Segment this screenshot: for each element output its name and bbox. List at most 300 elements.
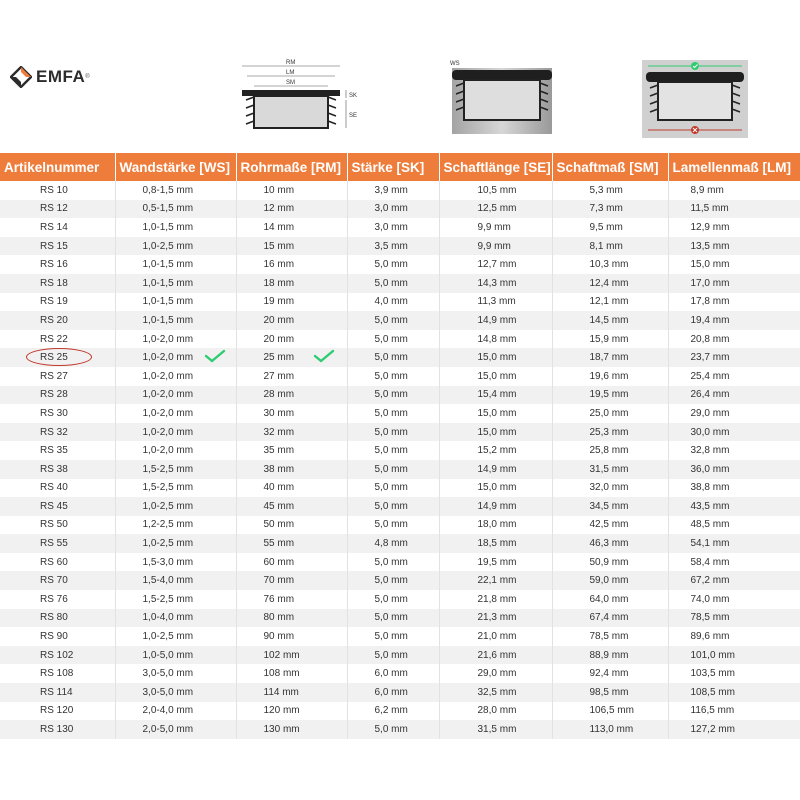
cell-wandstaerke bbox=[115, 609, 236, 628]
cell-staerke bbox=[347, 609, 439, 628]
table-row bbox=[0, 423, 800, 442]
cell-value: RS 45 bbox=[40, 500, 68, 512]
cell-value: 14,9 mm bbox=[477, 314, 517, 326]
cell-value: 21,3 mm bbox=[477, 612, 517, 624]
cell-value: 25,8 mm bbox=[589, 445, 629, 457]
cell-value: 18,7 mm bbox=[589, 352, 629, 364]
cell-value: 64,0 mm bbox=[589, 593, 629, 605]
tube-section-diagram bbox=[446, 56, 556, 136]
cell-artikelnummer bbox=[0, 664, 115, 683]
cell-wandstaerke bbox=[115, 218, 236, 237]
cell-value: 6,0 mm bbox=[374, 668, 408, 680]
cell-artikelnummer bbox=[0, 237, 115, 256]
cell-value: 5,3 mm bbox=[589, 184, 623, 196]
cell-value: RS 15 bbox=[40, 240, 68, 252]
cell-value: RS 55 bbox=[40, 538, 68, 550]
cell-wandstaerke bbox=[115, 181, 236, 200]
brand-name: EMFA bbox=[36, 67, 86, 86]
cell-rohrmasse bbox=[236, 683, 347, 702]
cell-value: 15,0 mm bbox=[477, 352, 517, 364]
cell-artikelnummer bbox=[0, 590, 115, 609]
cell-wandstaerke bbox=[115, 404, 236, 423]
cell-value: 15,2 mm bbox=[477, 445, 517, 457]
cell-schaftmass bbox=[552, 423, 668, 442]
cell-value: 1,0-2,0 mm bbox=[142, 333, 194, 345]
cell-value: 5,0 mm bbox=[374, 724, 408, 736]
cell-schaftmass bbox=[552, 683, 668, 702]
cell-schaftmass bbox=[552, 293, 668, 312]
cell-value: 34,5 mm bbox=[589, 500, 629, 512]
cell-value: 5,0 mm bbox=[374, 370, 408, 382]
cell-schaftmass bbox=[552, 553, 668, 572]
cell-value: 43,5 mm bbox=[690, 500, 730, 512]
cell-rohrmasse bbox=[236, 274, 347, 293]
cell-schaftlaenge bbox=[439, 479, 552, 498]
cell-schaftlaenge bbox=[439, 627, 552, 646]
cell-lamellenmass bbox=[668, 516, 800, 535]
cell-value: 19,5 mm bbox=[477, 556, 517, 568]
cell-value: 1,0-2,0 mm bbox=[142, 370, 194, 382]
table-row bbox=[0, 534, 800, 553]
cell-value: 5,0 mm bbox=[374, 612, 408, 624]
cell-value: 1,5-2,5 mm bbox=[142, 482, 194, 494]
label-ws: WS bbox=[450, 61, 460, 67]
cell-schaftmass bbox=[552, 181, 668, 200]
cell-schaftlaenge bbox=[439, 311, 552, 330]
cell-wandstaerke bbox=[115, 646, 236, 665]
cell-value: 2,0-5,0 mm bbox=[142, 724, 194, 736]
cell-value: 27 mm bbox=[263, 370, 295, 382]
cell-staerke bbox=[347, 460, 439, 479]
cell-wandstaerke bbox=[115, 497, 236, 516]
cell-value: 80 mm bbox=[263, 612, 295, 624]
col-header-lamellenmass: Lamellenmaß [LM] bbox=[668, 153, 800, 181]
cell-value: RS 108 bbox=[40, 668, 74, 680]
label-se: SE bbox=[349, 113, 358, 119]
cell-value: 15,0 mm bbox=[477, 426, 517, 438]
cell-artikelnummer bbox=[0, 218, 115, 237]
cell-value: 1,5-4,0 mm bbox=[142, 575, 194, 587]
cell-value: 11,5 mm bbox=[690, 203, 729, 215]
cell-lamellenmass bbox=[668, 553, 800, 572]
table-row bbox=[0, 702, 800, 721]
cell-staerke bbox=[347, 479, 439, 498]
cell-wandstaerke bbox=[115, 590, 236, 609]
cell-value: 22,1 mm bbox=[477, 575, 517, 587]
cell-rohrmasse bbox=[236, 348, 347, 367]
cell-value: 67,2 mm bbox=[690, 575, 730, 587]
cell-value: 32,8 mm bbox=[690, 445, 730, 457]
cell-rohrmasse bbox=[236, 200, 347, 219]
cell-value: 5,0 mm bbox=[374, 482, 408, 494]
cell-staerke bbox=[347, 274, 439, 293]
cell-value: RS 90 bbox=[40, 631, 68, 643]
cell-value: 14,3 mm bbox=[477, 277, 517, 289]
cell-staerke bbox=[347, 200, 439, 219]
table-row bbox=[0, 497, 800, 516]
cell-schaftlaenge bbox=[439, 571, 552, 590]
table-row bbox=[0, 571, 800, 590]
cell-schaftmass bbox=[552, 255, 668, 274]
label-lm: LM bbox=[286, 70, 295, 76]
cell-value: 67,4 mm bbox=[589, 612, 629, 624]
cell-value: 5,0 mm bbox=[374, 352, 408, 364]
cell-rohrmasse bbox=[236, 181, 347, 200]
cell-rohrmasse bbox=[236, 330, 347, 349]
cell-rohrmasse bbox=[236, 516, 347, 535]
cell-value: RS 60 bbox=[40, 556, 68, 568]
cell-value: 3,0 mm bbox=[374, 203, 408, 215]
cell-rohrmasse bbox=[236, 534, 347, 553]
table-row bbox=[0, 516, 800, 535]
cell-rohrmasse bbox=[236, 460, 347, 479]
cell-value: 30,0 mm bbox=[690, 426, 730, 438]
cell-rohrmasse bbox=[236, 237, 347, 256]
cell-schaftmass bbox=[552, 720, 668, 739]
cell-lamellenmass bbox=[668, 479, 800, 498]
cell-value: 5,0 mm bbox=[374, 407, 408, 419]
cell-value: RS 14 bbox=[40, 221, 68, 233]
cell-value: 5,0 mm bbox=[374, 389, 408, 401]
cell-schaftlaenge bbox=[439, 460, 552, 479]
cell-wandstaerke bbox=[115, 237, 236, 256]
table-row bbox=[0, 720, 800, 739]
cell-value: RS 70 bbox=[40, 575, 68, 587]
cell-staerke bbox=[347, 664, 439, 683]
cell-value: 3,9 mm bbox=[374, 184, 408, 196]
cell-rohrmasse bbox=[236, 553, 347, 572]
table-header-row bbox=[0, 153, 800, 181]
cell-schaftmass bbox=[552, 627, 668, 646]
cell-schaftlaenge bbox=[439, 423, 552, 442]
checkmark-icon bbox=[204, 349, 226, 363]
cell-value: 113,0 mm bbox=[589, 724, 634, 736]
cell-value: 10,3 mm bbox=[589, 259, 629, 271]
table-row bbox=[0, 590, 800, 609]
table-row bbox=[0, 348, 800, 367]
cell-value: 5,0 mm bbox=[374, 277, 408, 289]
cell-schaftlaenge bbox=[439, 200, 552, 219]
cell-value: 12,5 mm bbox=[477, 203, 517, 215]
cell-artikelnummer bbox=[0, 348, 115, 367]
cell-value: 5,0 mm bbox=[374, 649, 408, 661]
cell-value: 17,8 mm bbox=[690, 296, 730, 308]
cell-lamellenmass bbox=[668, 181, 800, 200]
table-row bbox=[0, 237, 800, 256]
cell-value: 7,3 mm bbox=[589, 203, 623, 215]
cell-lamellenmass bbox=[668, 441, 800, 460]
cell-value: 1,0-1,5 mm bbox=[142, 314, 194, 326]
cell-artikelnummer bbox=[0, 255, 115, 274]
cell-value: 15,4 mm bbox=[477, 389, 517, 401]
cell-schaftlaenge bbox=[439, 404, 552, 423]
cell-value: 12,1 mm bbox=[589, 296, 629, 308]
cell-value: 8,9 mm bbox=[690, 184, 724, 196]
cell-schaftmass bbox=[552, 664, 668, 683]
cell-lamellenmass bbox=[668, 627, 800, 646]
cell-value: 10 mm bbox=[263, 184, 295, 196]
cell-value: RS 10 bbox=[40, 184, 68, 196]
cell-schaftmass bbox=[552, 441, 668, 460]
cell-value: 1,0-2,0 mm bbox=[142, 352, 194, 364]
cell-schaftmass bbox=[552, 497, 668, 516]
cell-value: 5,0 mm bbox=[374, 519, 408, 531]
cell-lamellenmass bbox=[668, 423, 800, 442]
table-row bbox=[0, 646, 800, 665]
cell-rohrmasse bbox=[236, 218, 347, 237]
cell-lamellenmass bbox=[668, 218, 800, 237]
cell-value: 108,5 mm bbox=[690, 686, 735, 698]
cell-wandstaerke bbox=[115, 311, 236, 330]
cell-artikelnummer bbox=[0, 200, 115, 219]
cell-value: 15,0 mm bbox=[690, 259, 730, 271]
cell-value: 60 mm bbox=[263, 556, 295, 568]
cell-value: RS 102 bbox=[40, 649, 74, 661]
cell-schaftlaenge bbox=[439, 330, 552, 349]
cell-value: 21,6 mm bbox=[477, 649, 517, 661]
cell-value: 45 mm bbox=[263, 500, 295, 512]
table-row bbox=[0, 553, 800, 572]
cell-value: 12 mm bbox=[263, 203, 295, 215]
cell-value: 3,0-5,0 mm bbox=[142, 668, 194, 680]
cell-staerke bbox=[347, 497, 439, 516]
cell-staerke bbox=[347, 534, 439, 553]
cell-schaftlaenge bbox=[439, 255, 552, 274]
cell-rohrmasse bbox=[236, 441, 347, 460]
cell-artikelnummer bbox=[0, 534, 115, 553]
cell-value: 40 mm bbox=[263, 482, 295, 494]
cell-value: 18,5 mm bbox=[477, 538, 517, 550]
cell-value: 1,0-2,5 mm bbox=[142, 240, 194, 252]
cell-wandstaerke bbox=[115, 571, 236, 590]
cell-value: RS 32 bbox=[40, 426, 68, 438]
cell-value: RS 120 bbox=[40, 705, 74, 717]
cell-wandstaerke bbox=[115, 720, 236, 739]
cell-wandstaerke bbox=[115, 367, 236, 386]
cell-value: 31,5 mm bbox=[477, 724, 517, 736]
cell-lamellenmass bbox=[668, 702, 800, 721]
cell-value: 114 mm bbox=[263, 686, 299, 698]
cell-artikelnummer bbox=[0, 441, 115, 460]
col-header-wandstaerke: Wandstärke [WS] bbox=[115, 153, 236, 181]
cell-value: 0,5-1,5 mm bbox=[142, 203, 194, 215]
cell-value: 9,5 mm bbox=[589, 221, 623, 233]
cell-artikelnummer bbox=[0, 367, 115, 386]
cell-value: 19,6 mm bbox=[589, 370, 629, 382]
cell-staerke bbox=[347, 423, 439, 442]
cell-value: 1,0-4,0 mm bbox=[142, 612, 194, 624]
cell-value: 106,5 mm bbox=[589, 705, 634, 717]
cell-value: 120 mm bbox=[263, 705, 300, 717]
cell-schaftmass bbox=[552, 367, 668, 386]
col-header-schaftmass: Schaftmaß [SM] bbox=[552, 153, 668, 181]
cell-schaftlaenge bbox=[439, 237, 552, 256]
cell-value: 5,0 mm bbox=[374, 314, 408, 326]
cell-rohrmasse bbox=[236, 404, 347, 423]
cell-value: RS 27 bbox=[40, 370, 68, 382]
cell-value: RS 40 bbox=[40, 482, 68, 494]
table-row bbox=[0, 683, 800, 702]
table-row bbox=[0, 386, 800, 405]
cell-schaftlaenge bbox=[439, 646, 552, 665]
cell-value: RS 18 bbox=[40, 277, 68, 289]
cell-value: 116,5 mm bbox=[690, 705, 735, 717]
label-rm: RM bbox=[286, 60, 296, 66]
cell-value: 15,0 mm bbox=[477, 370, 517, 382]
cell-value: 50,9 mm bbox=[589, 556, 629, 568]
cell-artikelnummer bbox=[0, 423, 115, 442]
cell-staerke bbox=[347, 330, 439, 349]
col-header-rohrmasse: Rohrmaße [RM] bbox=[236, 153, 347, 181]
cell-value: 25,3 mm bbox=[589, 426, 629, 438]
cell-schaftlaenge bbox=[439, 590, 552, 609]
table-row bbox=[0, 274, 800, 293]
cell-value: 25,4 mm bbox=[690, 370, 730, 382]
col-header-artikelnummer: Artikelnummer bbox=[0, 153, 115, 181]
cell-rohrmasse bbox=[236, 479, 347, 498]
cell-artikelnummer bbox=[0, 274, 115, 293]
cell-staerke bbox=[347, 720, 439, 739]
cell-rohrmasse bbox=[236, 311, 347, 330]
label-sk: SK bbox=[349, 93, 358, 99]
cell-schaftlaenge bbox=[439, 441, 552, 460]
cell-value: 11,3 mm bbox=[477, 296, 516, 308]
cell-value: 29,0 mm bbox=[477, 668, 517, 680]
cell-value: 3,5 mm bbox=[374, 240, 408, 252]
cell-value: 4,0 mm bbox=[374, 296, 408, 308]
cell-wandstaerke bbox=[115, 386, 236, 405]
cell-value: RS 76 bbox=[40, 593, 68, 605]
cell-value: 103,5 mm bbox=[690, 668, 735, 680]
cell-value: RS 28 bbox=[40, 389, 68, 401]
cell-staerke bbox=[347, 311, 439, 330]
cell-rohrmasse bbox=[236, 293, 347, 312]
cell-value: 21,0 mm bbox=[477, 631, 517, 643]
cell-lamellenmass bbox=[668, 534, 800, 553]
cell-rohrmasse bbox=[236, 367, 347, 386]
cell-schaftlaenge bbox=[439, 534, 552, 553]
cell-schaftlaenge bbox=[439, 720, 552, 739]
cell-lamellenmass bbox=[668, 330, 800, 349]
cell-value: 1,5-2,5 mm bbox=[142, 463, 194, 475]
col-header-schaftlaenge: Schaftlänge [SE] bbox=[439, 153, 552, 181]
cell-value: 8,1 mm bbox=[589, 240, 623, 252]
cell-lamellenmass bbox=[668, 646, 800, 665]
cell-schaftmass bbox=[552, 218, 668, 237]
cell-artikelnummer bbox=[0, 627, 115, 646]
cell-staerke bbox=[347, 237, 439, 256]
cell-value: RS 16 bbox=[40, 259, 68, 271]
cell-value: 1,0-2,5 mm bbox=[142, 538, 194, 550]
cell-lamellenmass bbox=[668, 274, 800, 293]
cell-value: 9,9 mm bbox=[477, 240, 511, 252]
cell-value: 12,7 mm bbox=[477, 259, 517, 271]
cell-value: 70 mm bbox=[263, 575, 295, 587]
table-row bbox=[0, 460, 800, 479]
cell-value: 14,9 mm bbox=[477, 463, 517, 475]
cell-wandstaerke bbox=[115, 274, 236, 293]
cell-value: RS 22 bbox=[40, 333, 68, 345]
cell-staerke bbox=[347, 441, 439, 460]
cell-artikelnummer bbox=[0, 702, 115, 721]
cell-value: RS 38 bbox=[40, 463, 68, 475]
cell-wandstaerke bbox=[115, 683, 236, 702]
cell-value: 5,0 mm bbox=[374, 575, 408, 587]
cell-schaftmass bbox=[552, 460, 668, 479]
cell-schaftmass bbox=[552, 702, 668, 721]
cell-rohrmasse bbox=[236, 571, 347, 590]
cell-value: 38,8 mm bbox=[690, 482, 730, 494]
table-row bbox=[0, 293, 800, 312]
cell-staerke bbox=[347, 218, 439, 237]
cell-value: 1,0-2,5 mm bbox=[142, 500, 194, 512]
cell-staerke bbox=[347, 590, 439, 609]
cell-staerke bbox=[347, 404, 439, 423]
cell-schaftmass bbox=[552, 571, 668, 590]
cell-artikelnummer bbox=[0, 571, 115, 590]
cell-value: 14,8 mm bbox=[477, 333, 517, 345]
cell-staerke bbox=[347, 293, 439, 312]
cell-value: 19,5 mm bbox=[589, 389, 629, 401]
cell-schaftmass bbox=[552, 516, 668, 535]
cell-value: 92,4 mm bbox=[589, 668, 629, 680]
cell-value: 28,0 mm bbox=[477, 705, 517, 717]
cell-value: 12,9 mm bbox=[690, 221, 730, 233]
table-row bbox=[0, 367, 800, 386]
cell-value: 18 mm bbox=[263, 277, 295, 289]
cell-value: RS 20 bbox=[40, 314, 68, 326]
cell-schaftmass bbox=[552, 404, 668, 423]
cell-wandstaerke bbox=[115, 627, 236, 646]
cell-value: 5,0 mm bbox=[374, 556, 408, 568]
cell-value: 1,5-2,5 mm bbox=[142, 593, 194, 605]
cell-value: 6,2 mm bbox=[374, 705, 408, 717]
cell-staerke bbox=[347, 702, 439, 721]
cell-value: 74,0 mm bbox=[690, 593, 730, 605]
cell-value: 50 mm bbox=[263, 519, 295, 531]
cell-value: 32,0 mm bbox=[589, 482, 629, 494]
cell-staerke bbox=[347, 386, 439, 405]
table-row bbox=[0, 609, 800, 628]
cell-artikelnummer bbox=[0, 181, 115, 200]
cell-rohrmasse bbox=[236, 627, 347, 646]
cell-lamellenmass bbox=[668, 460, 800, 479]
cell-rohrmasse bbox=[236, 720, 347, 739]
table-row bbox=[0, 181, 800, 200]
cell-value: 31,5 mm bbox=[589, 463, 629, 475]
cell-value: 1,0-2,0 mm bbox=[142, 389, 194, 401]
cell-value: 28 mm bbox=[263, 389, 295, 401]
cell-value: 20 mm bbox=[263, 314, 295, 326]
cell-schaftlaenge bbox=[439, 702, 552, 721]
cell-schaftlaenge bbox=[439, 386, 552, 405]
cell-artikelnummer bbox=[0, 404, 115, 423]
cell-schaftlaenge bbox=[439, 367, 552, 386]
cell-value: 59,0 mm bbox=[589, 575, 629, 587]
cell-value: 38 mm bbox=[263, 463, 295, 475]
cell-value: 26,4 mm bbox=[690, 389, 730, 401]
cell-rohrmasse bbox=[236, 664, 347, 683]
cell-lamellenmass bbox=[668, 720, 800, 739]
cell-wandstaerke bbox=[115, 479, 236, 498]
table-row bbox=[0, 664, 800, 683]
cell-value: 1,0-2,0 mm bbox=[142, 445, 194, 457]
cell-value: 89,6 mm bbox=[690, 631, 730, 643]
cell-value: 14 mm bbox=[263, 221, 295, 233]
cell-value: 21,8 mm bbox=[477, 593, 517, 605]
cell-value: 32 mm bbox=[263, 426, 295, 438]
cell-value: 130 mm bbox=[263, 724, 300, 736]
